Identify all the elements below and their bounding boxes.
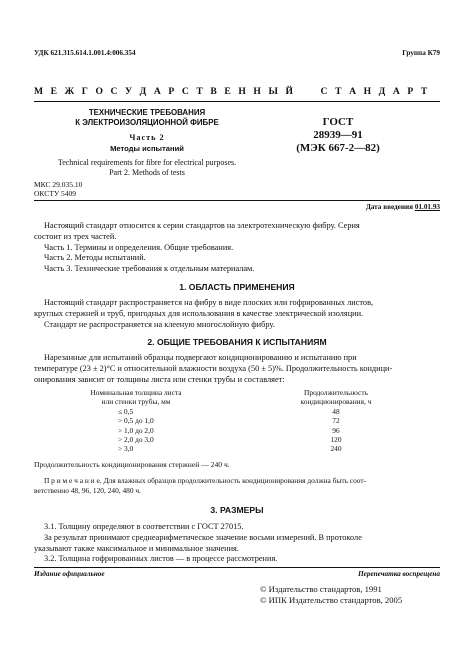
- rods-duration: Продолжительность кондиционирования стержней — 240 ч.: [34, 460, 230, 469]
- mks-code: МКС 29.035.10: [34, 180, 83, 189]
- table-row-thickness: > 1,0 до 2,0: [118, 425, 154, 435]
- title-line-1: ТЕХНИЧЕСКИЕ ТРЕБОВАНИЯ: [88, 108, 206, 117]
- table-row-hours: 240: [330, 444, 342, 454]
- official-edition: Издание официальное: [34, 570, 105, 578]
- standard-banner: М Е Ж Г О С У Д А Р С Т В Е Н Н Ы Й С Т А Н Д А Р Т: [34, 86, 430, 97]
- intro-date-label: Дата введения: [365, 203, 414, 211]
- table-row-hours: 72: [332, 416, 340, 426]
- table-header-duration-2: кондиционирования, ч: [300, 397, 372, 407]
- table-row-hours: 48: [332, 407, 340, 416]
- title-block: [34, 108, 260, 127]
- intro-p1-line-1: Настоящий стандарт относится к серии стандартов на электротехническую фибру. Серия: [44, 221, 360, 230]
- section-1-text: [34, 298, 373, 330]
- copyright-line-1: © Издательство стандартов, 1991: [260, 584, 382, 594]
- gost-designation: [288, 116, 388, 155]
- table-header-duration-1: Продолжительность: [304, 388, 368, 397]
- part-label: Часть 2: [129, 133, 165, 142]
- copyright-block: [260, 584, 402, 606]
- reprint-prohibited: Перепечатка воспрещена: [358, 570, 440, 578]
- intro-list-item-3: Часть 3. Технические требования к отдельным материалам.: [44, 264, 255, 274]
- intro-text: [34, 221, 360, 275]
- section-2-p1-line-3: онирования зависит от толщины листа или стенки трубы и составляет:: [34, 374, 285, 384]
- section-2-heading: 2. ОБЩИЕ ТРЕБОВАНИЯ К ИСПЫТАНИЯМ: [147, 337, 327, 347]
- table-header-thickness-2: или стенки трубы, мм: [101, 397, 171, 407]
- table-row-thickness: > 3,0: [118, 444, 134, 454]
- intro-date: [366, 203, 440, 211]
- header-divider: [34, 101, 440, 102]
- intro-date-value: 01.01.93: [414, 203, 440, 211]
- table-col-thickness: [118, 407, 154, 453]
- udk-code: УДК 621.315.614.1.001.4:006.354: [34, 49, 136, 57]
- section-3-p3: 3.2. Толщина гофрированных листов — в процессе рассмотрения.: [44, 554, 278, 564]
- english-title-line-2: Part 2. Methods of tests: [109, 168, 185, 178]
- footer-divider: [34, 567, 440, 568]
- note-line-1: Для влажных образцов продолжительность кондиционирования должна быть соот-: [103, 476, 367, 485]
- table-header-duration: [276, 388, 396, 407]
- section-3-text: [34, 522, 362, 565]
- table-col-duration: [318, 407, 354, 453]
- section-1-p2: Стандарт не распространяется на клееную многослойную фибру.: [44, 319, 275, 329]
- section-3-p2-line-2: указывают также максимальное и минимальное значения.: [34, 543, 239, 553]
- section-3-p2-line-1: За результат принимают среднеарифметическое значение восьми измерений. В протоколе: [44, 532, 362, 542]
- table-row-hours: 96: [332, 425, 340, 435]
- table-row-hours: 120: [330, 434, 342, 444]
- note-line-2: ветственно 48, 96, 120, 240, 480 ч.: [34, 485, 141, 495]
- note-label: П р и м е ч а н и е.: [44, 476, 102, 485]
- title-divider: [34, 200, 440, 201]
- section-3-heading: 3. РАЗМЕРЫ: [210, 505, 264, 515]
- group-code: Группа К79: [402, 49, 440, 57]
- okstu-code: ОКСТУ 5409: [34, 188, 77, 198]
- section-1-p1-line-1: Настоящий стандарт распространяется на фибру в виде плоских или гофрированных листов,: [44, 298, 374, 307]
- section-1-p1-line-2: круглых стержней и труб, пригодных для использования в качестве электрической изоляции.: [34, 308, 364, 318]
- intro-list-item-1: Часть 1. Термины и определения. Общие требования.: [44, 242, 234, 252]
- intro-list-item-2: Часть 2. Методы испытаний.: [44, 253, 146, 263]
- section-2-text: [34, 353, 392, 385]
- copyright-line-2: © ИПК Издательство стандартов, 2005: [260, 595, 403, 605]
- title-line-2: К ЭЛЕКТРОИЗОЛЯЦИОННОЙ ФИБРЕ: [75, 117, 219, 127]
- table-row-thickness: ≤ 0,5: [118, 407, 134, 416]
- gost-label: ГОСТ: [322, 116, 354, 128]
- section-2-note: [34, 476, 366, 495]
- intro-p1-line-2: состоит из трех частей.: [34, 231, 117, 241]
- gost-number: 28939—91: [313, 129, 363, 141]
- section-3-p1: 3.1. Толщину определяют в соответствии с ГОСТ 27015.: [44, 522, 244, 531]
- table-header-thickness-1: Номинальная толщина листа: [90, 388, 182, 397]
- table-header-thickness: [76, 388, 196, 407]
- table-row-thickness: > 2,0 до 3,0: [118, 434, 154, 444]
- english-title-line-1: Technical requirements for fibre for electrical purposes.: [57, 158, 237, 167]
- gost-iec: (МЭК 667-2—82): [296, 142, 380, 154]
- section-2-p1-line-2: температуре (23 ± 2)°С и относительной влажности воздуха (50 ± 5)%. Продолжительность кондици-: [34, 363, 393, 373]
- title-subtitle: Методы испытаний: [110, 144, 184, 153]
- english-title: [34, 158, 260, 178]
- section-2-p1-line-1: Нарезанные для испытаний образцы подвергают кондиционированию и испытанию при: [44, 353, 357, 362]
- section-1-heading: 1. ОБЛАСТЬ ПРИМЕНЕНИЯ: [179, 282, 295, 292]
- table-row-thickness: > 0,5 до 1,0: [118, 416, 154, 426]
- classification-codes: [34, 181, 82, 199]
